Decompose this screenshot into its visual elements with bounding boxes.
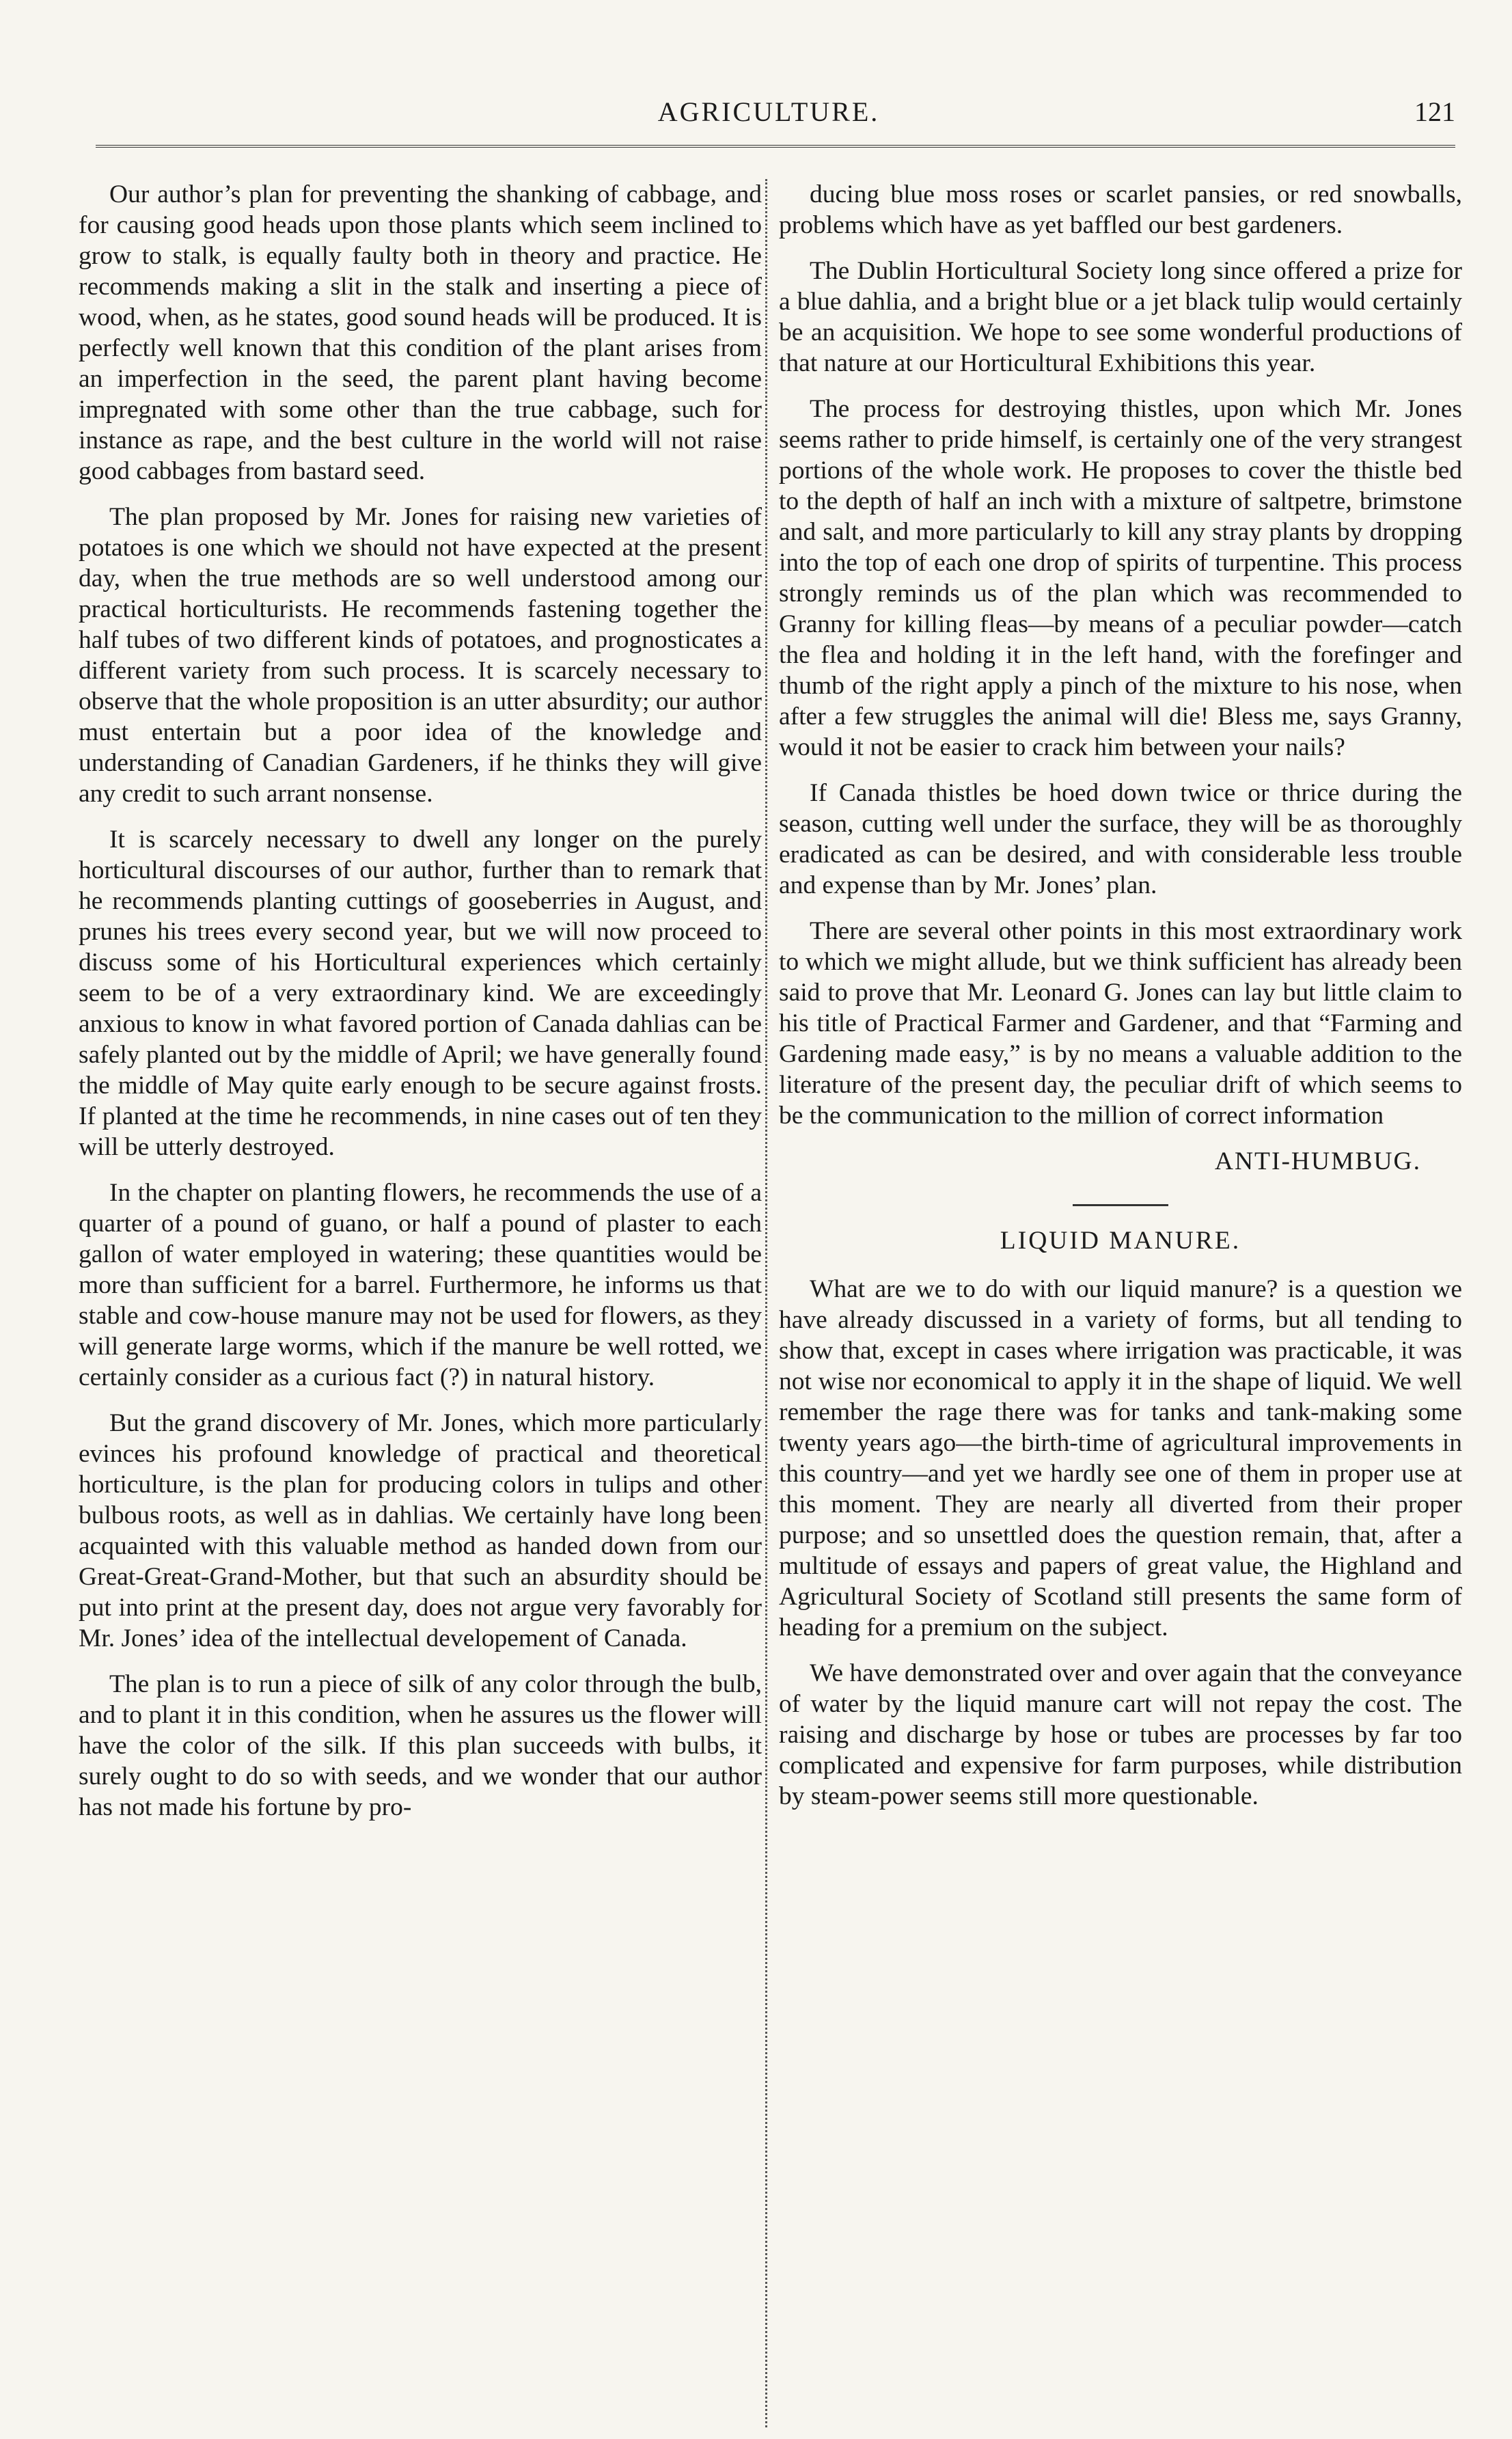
paragraph: The plan is to run a piece of silk of any color through the bulb, and to plant it in this condition, when he assures us the flower will have the color of the silk. If this plan succeeds with bulbs, it surely ought to do so with seeds, and we wonder that our author has not made his fortune by pro- [79,1670,762,1821]
page-number: 121 [1414,96,1455,127]
author-signature: ANTI-HUMBUG. [1214,1147,1421,1175]
left-column [79,179,762,1838]
paragraph: We have demonstrated over and over again that the conveyance of water by the liquid manure cart will not repay the cost. The raising and discharge by hose or tubes are processes by far too complicated and expensive for farm purposes, while distribution by steam-power seems still more questionable. [779,1659,1462,1810]
header-rule [96,145,1455,148]
paragraph: The process for destroying thistles, upon which Mr. Jones seems rather to pride himself, is certainly one of the very strangest portions of the whole work. He proposes to cover the thistle bed to the depth of half an inch with a mixture of saltpetre, brimstone and salt, and more particularly to kill any stray plants by dropping into the top of each one drop of spirits of turpentine. This process strongly reminds us of the plan which was recommended to Granny for killing fleas—by means of a peculiar powder—catch the flea and holding it in the left hand, with the forefinger and thumb of the right apply a pinch of the mixture to his nose, when after a few struggles the animal will die! Bless me, says Granny, would it not be easier to crack him between your nails? [779,395,1462,761]
section-title: LIQUID MANURE. [1000,1227,1241,1255]
paragraph: It is scarcely necessary to dwell any longer on the purely horticultural discourses of our author, further than to remark that he recommends planting cuttings of gooseberries in August, and prunes his trees every second year, but we will now proceed to discuss some of his Horticultural experiences which certainly seem to be of a very extraordinary kind. We are exceedingly anxious to know in what favored portion of Canada dahlias can be safely planted out by the middle of April; we have generally found the middle of May quite early enough to be secure against frosts. If planted at the time he recommends, in nine cases out of ten they will be utterly destroyed. [79,826,762,1161]
paragraph: The plan proposed by Mr. Jones for raising new varieties of potatoes is one which we should not have expected at the present day, when the true methods are so well understood among our practical horticulturists. He recommends fastening together the half tubes of two different kinds of potatoes, and prognosticates a different variety from such process. It is scarcely necessary to observe that the whole proposition is an utter absurdity; our author must entertain but a poor idea of the knowledge and understanding of Canadian Gardeners, if he thinks they will give any credit to such arrant nonsense. [79,503,762,808]
paragraph: There are several other points in this most extraordinary work to which we might allude, but we think sufficient has already been said to prove that Mr. Leonard G. Jones can lay but little claim to his title of Practical Farmer and Gardener, and that “Farming and Gardening made easy,” is by no means a valuable addition to the literature of the present day, the peculiar drift of which seems to be the communication to the million of correct information [779,917,1462,1130]
paragraph: Our author’s plan for preventing the shanking of cabbage, and for causing good heads upon those plants which seem inclined to grow to stalk, is equally faulty both in theory and practice. He recommends making a slit in the stalk and inserting a piece of wood, when, as he states, good sound heads will be produced. It is perfectly well known that this condition of the plant arises from an imperfection in the seed, the parent plant having become impregnated with some other than the true cabbage, such for instance as rape, and the best culture in the world will not raise good cabbages from bastard seed. [79,180,762,485]
column-divider [765,179,767,2427]
page-header [82,96,1455,137]
paragraph: ducing blue moss roses or scarlet pansies, or red snowballs, problems which have as yet baffled our best gardeners. [779,180,1462,239]
running-title: AGRICULTURE. [657,96,880,127]
paragraph: In the chapter on planting flowers, he recommends the use of a quarter of a pound of guano, or half a pound of plaster to each gallon of water employed in watering; these quantities would be more than sufficient for a barrel. Furthermore, he informs us that stable and cow-house manure may not be used for flowers, as they will generate large worms, which if the manure be well rotted, we certainly consider as a curious fact (?) in natural history. [79,1179,762,1391]
section-divider [1073,1204,1168,1206]
right-column [779,179,1462,1827]
paragraph: But the grand discovery of Mr. Jones, which more particularly evinces his profound knowledge of practical and theoretical horticulture, is the plan for producing colors in tulips and other bulbous roots, as well as in dahlias. We certainly have long been acquainted with this valuable method as handed down from our Great-Great-Grand-Mother, but that such an absurdity should be put into print at the present day, does not argue very favorably for Mr. Jones’ idea of the intellectual developement of Canada. [79,1409,762,1652]
paragraph: If Canada thistles be hoed down twice or thrice during the season, cutting well under the surface, they will be as thoroughly eradicated as can be desired, and with considerable less trouble and expense than by Mr. Jones’ plan. [779,779,1462,899]
paragraph: The Dublin Horticultural Society long since offered a prize for a blue dahlia, and a bright blue or a jet black tulip would certainly be an acquisition. We hope to see some wonderful productions of that nature at our Horticultural Exhibitions this year. [779,257,1462,377]
paragraph: What are we to do with our liquid manure? is a question we have already discussed in a variety of forms, but all tending to show that, except in cases where irrigation was practicable, it was not wise nor economical to apply it in the shape of liquid. We well remember the rage there was for tanks and tank-making some twenty years ago—the birth-time of agricultural improvements in this country—and yet we hardly see one of them in proper use at this moment. They are nearly all diverted from their proper purpose; and so unsettled does the question remain, that, after a multitude of essays and papers of great value, the Highland and Agricultural Society of Scotland still presents the same form of heading for a premium on the subject. [779,1275,1462,1641]
